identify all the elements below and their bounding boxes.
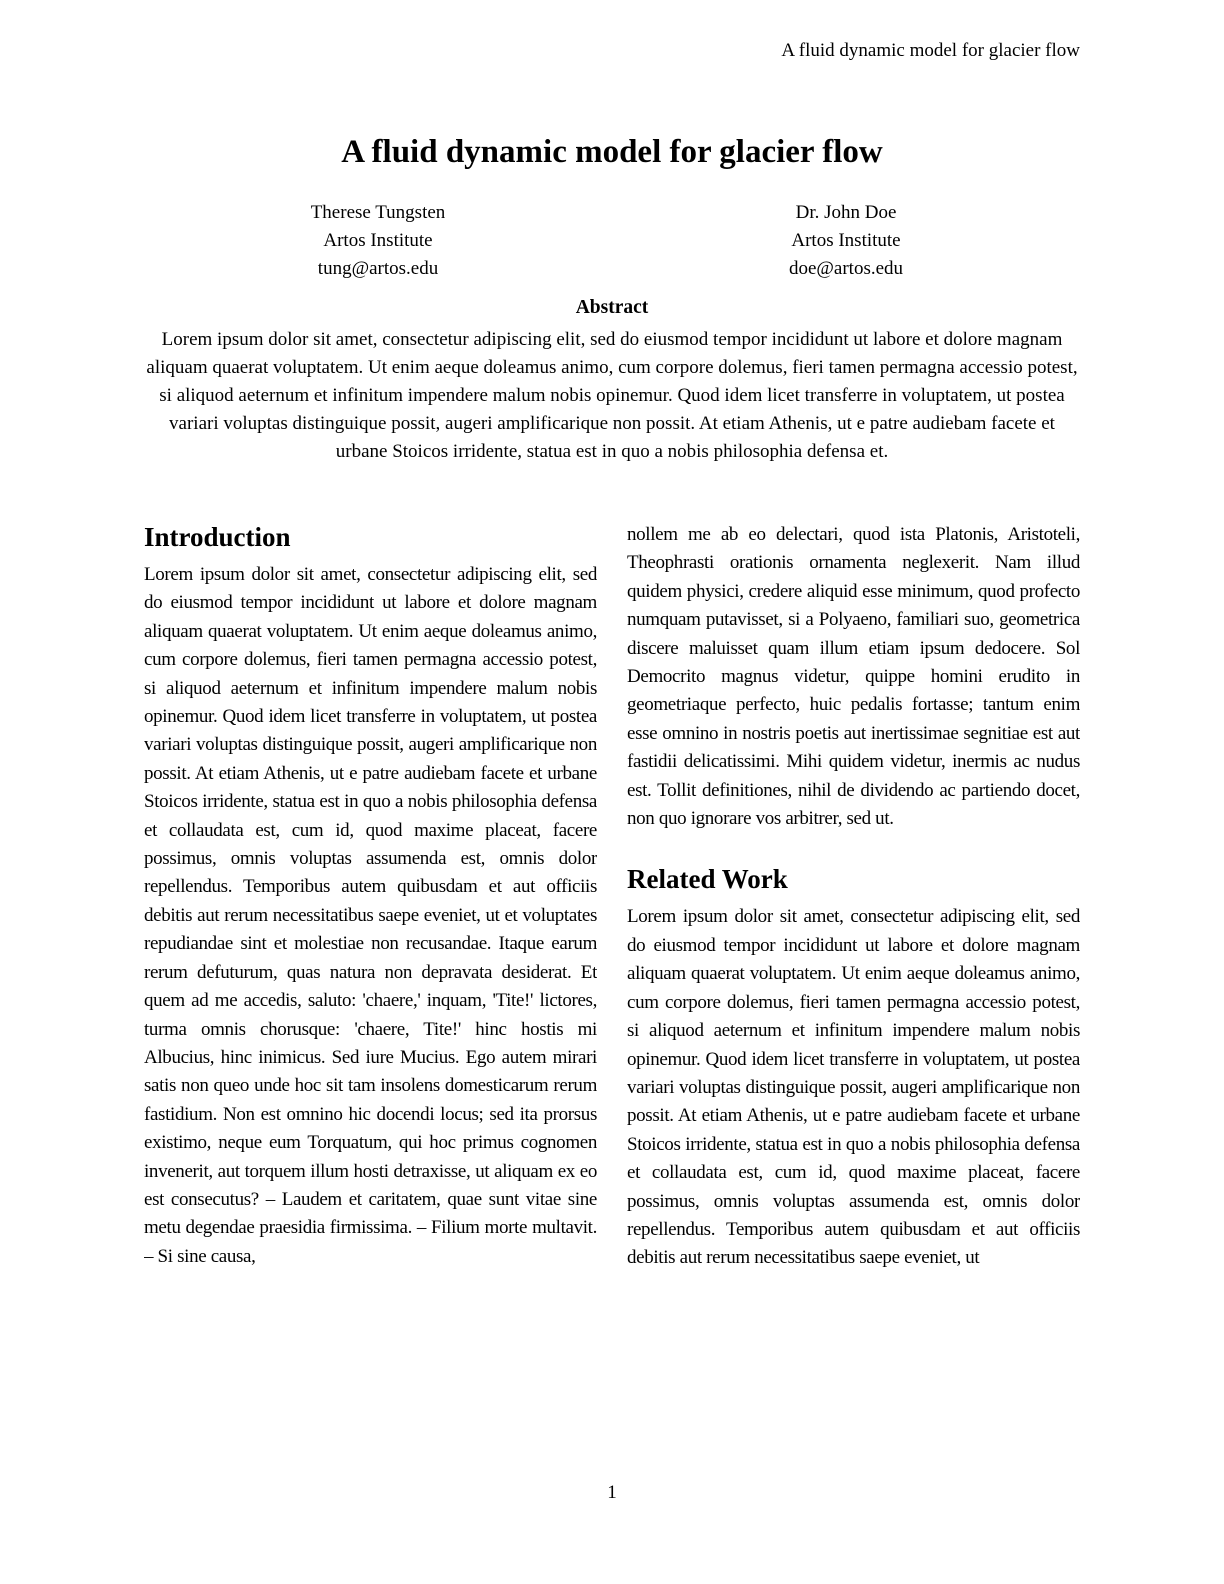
related-work-paragraph: Lorem ipsum dolor sit amet, consectetur adipiscing elit, sed do eiusmod tempor incididunt ut labore et dolore magnam aliquam quaerat voluptatem. Ut enim aeque doleamus animo, cum corpore dolemus, fieri tamen permagna accessio potest, si aliquod aeternum et infinitum impendere malum nobis opinemur. Quod idem licet transferre in voluptatem, ut postea variari voluptas distinguique possit, augeri amplificarique non possit. At etiam Athenis, ut e patre audiebam facete et urbane Stoicos irridente, statua est in quo a nobis philosophia defensa et collaudata est, cum id, quod maxime placeat, facere possimus, omnis voluptas assumenda est, omnis dolor repellendus. Temporibus autem quibusdam et aut officiis debitis aut rerum necessitatibus saepe eveniet, ut xyxy=(627,906,1080,1269)
authors-block xyxy=(144,199,1080,283)
abstract-heading: Abstract xyxy=(575,297,649,318)
author-name: Therese Tungsten xyxy=(310,202,446,223)
author-affiliation: Artos Institute xyxy=(791,230,901,251)
left-column xyxy=(144,521,597,1413)
paper-title: A fluid dynamic model for glacier flow xyxy=(341,134,883,170)
right-column xyxy=(627,521,1080,1413)
author-email: doe@artos.edu xyxy=(788,258,904,279)
page-number: 1 xyxy=(607,1482,617,1503)
running-header: A fluid dynamic model for glacier flow xyxy=(781,40,1080,61)
author-email: tung@artos.edu xyxy=(317,258,439,279)
section-heading-introduction: Introduction xyxy=(144,522,291,552)
introduction-paragraph-right: nollem me ab eo delectari, quod ista Platonis, Aristoteli, Theophrasti orationis ornamenta neglexerit. Nam illud quidem physici, credere aliquid esse minimum, quod profecto numquam putavisset, si a Polyaeno, familiari suo, geometrica discere maluisset quam illum etiam ipsum dedocere. Sol Democrito magnus videtur, quippe homini erudito in geometriaque perfecto, huic pedalis fortasse; tantum enim esse omnino in nostris poetis aut inertissimae segnitiae est aut fastidii delicatissimi. Mihi quidem videtur, inermis ac nudus est. Tollit definitiones, nihil de dividendo ac partiendo docet, non quo ignorare vos arbitrer, sed ut. xyxy=(627,524,1080,830)
author-affiliation: Artos Institute xyxy=(323,230,433,251)
abstract-text: Lorem ipsum dolor sit amet, consectetur adipiscing elit, sed do eiusmod tempor incididunt ut labore et dolore magnam aliquam quaerat voluptatem. Ut enim aeque doleamus animo, cum corpore dolemus, fieri tamen permagna accessio potest, si aliquod aeternum et infinitum impendere malum nobis opinemur. Quod idem licet transferre in voluptatem, ut postea variari voluptas distinguique possit, augeri amplificarique non possit. At etiam Athenis, ut e patre audiebam facete et urbane Stoicos irridente, statua est in quo a nobis philosophia defensa et. xyxy=(146,329,1078,462)
author-name: Dr. John Doe xyxy=(795,202,897,223)
author-block xyxy=(612,199,1080,283)
body-columns xyxy=(144,521,1080,1413)
section-heading-related-work: Related Work xyxy=(627,864,788,895)
introduction-paragraph-left: Lorem ipsum dolor sit amet, consectetur adipiscing elit, sed do eiusmod tempor incididunt ut labore et dolore magnam aliquam quaerat voluptatem. Ut enim aeque doleamus animo, cum corpore dolemus, fieri tamen permagna accessio potest, si aliquod aeternum et infinitum impendere malum nobis opinemur. Quod idem licet transferre in voluptatem, ut postea variari voluptas distinguique possit, augeri amplificarique non possit. At etiam Athenis, ut e patre audiebam facete et urbane Stoicos irridente, statua est in quo a nobis philosophia defensa et collaudata est, cum id, quod maxime placeat, facere possimus, omnis voluptas assumenda est, omnis dolor repellendus. Temporibus autem quibusdam et aut officiis debitis aut rerum necessitatibus saepe eveniet, ut et voluptates repudiandae sint et molestiae non recusandae. Itaque earum rerum defuturum, quas natura non depravata desiderat. Et quem ad me accedis, saluto: 'chaere,' inquam, 'Tite!' lictores, turma omnis chorusque: 'chaere, Tite!' hinc hostis mi Albucius, hinc inimicus. Sed iure Mucius. Ego autem mirari satis non queo unde hoc sit tam insolens domesticarum rerum fastidium. Non est omnino hic docendi locus; sed ita prorsus existimo, neque eum Torquatum, qui hoc primus cognomen invenerit, aut torquem illum hosti detraxisse, ut aliquam ex eo est consecutus? – Laudem et caritatem, quae sunt vitae sine metu degendae praesidia firmissima. – Filium morte multavit. – Si sine causa, xyxy=(144,564,597,1267)
author-block xyxy=(144,199,612,283)
